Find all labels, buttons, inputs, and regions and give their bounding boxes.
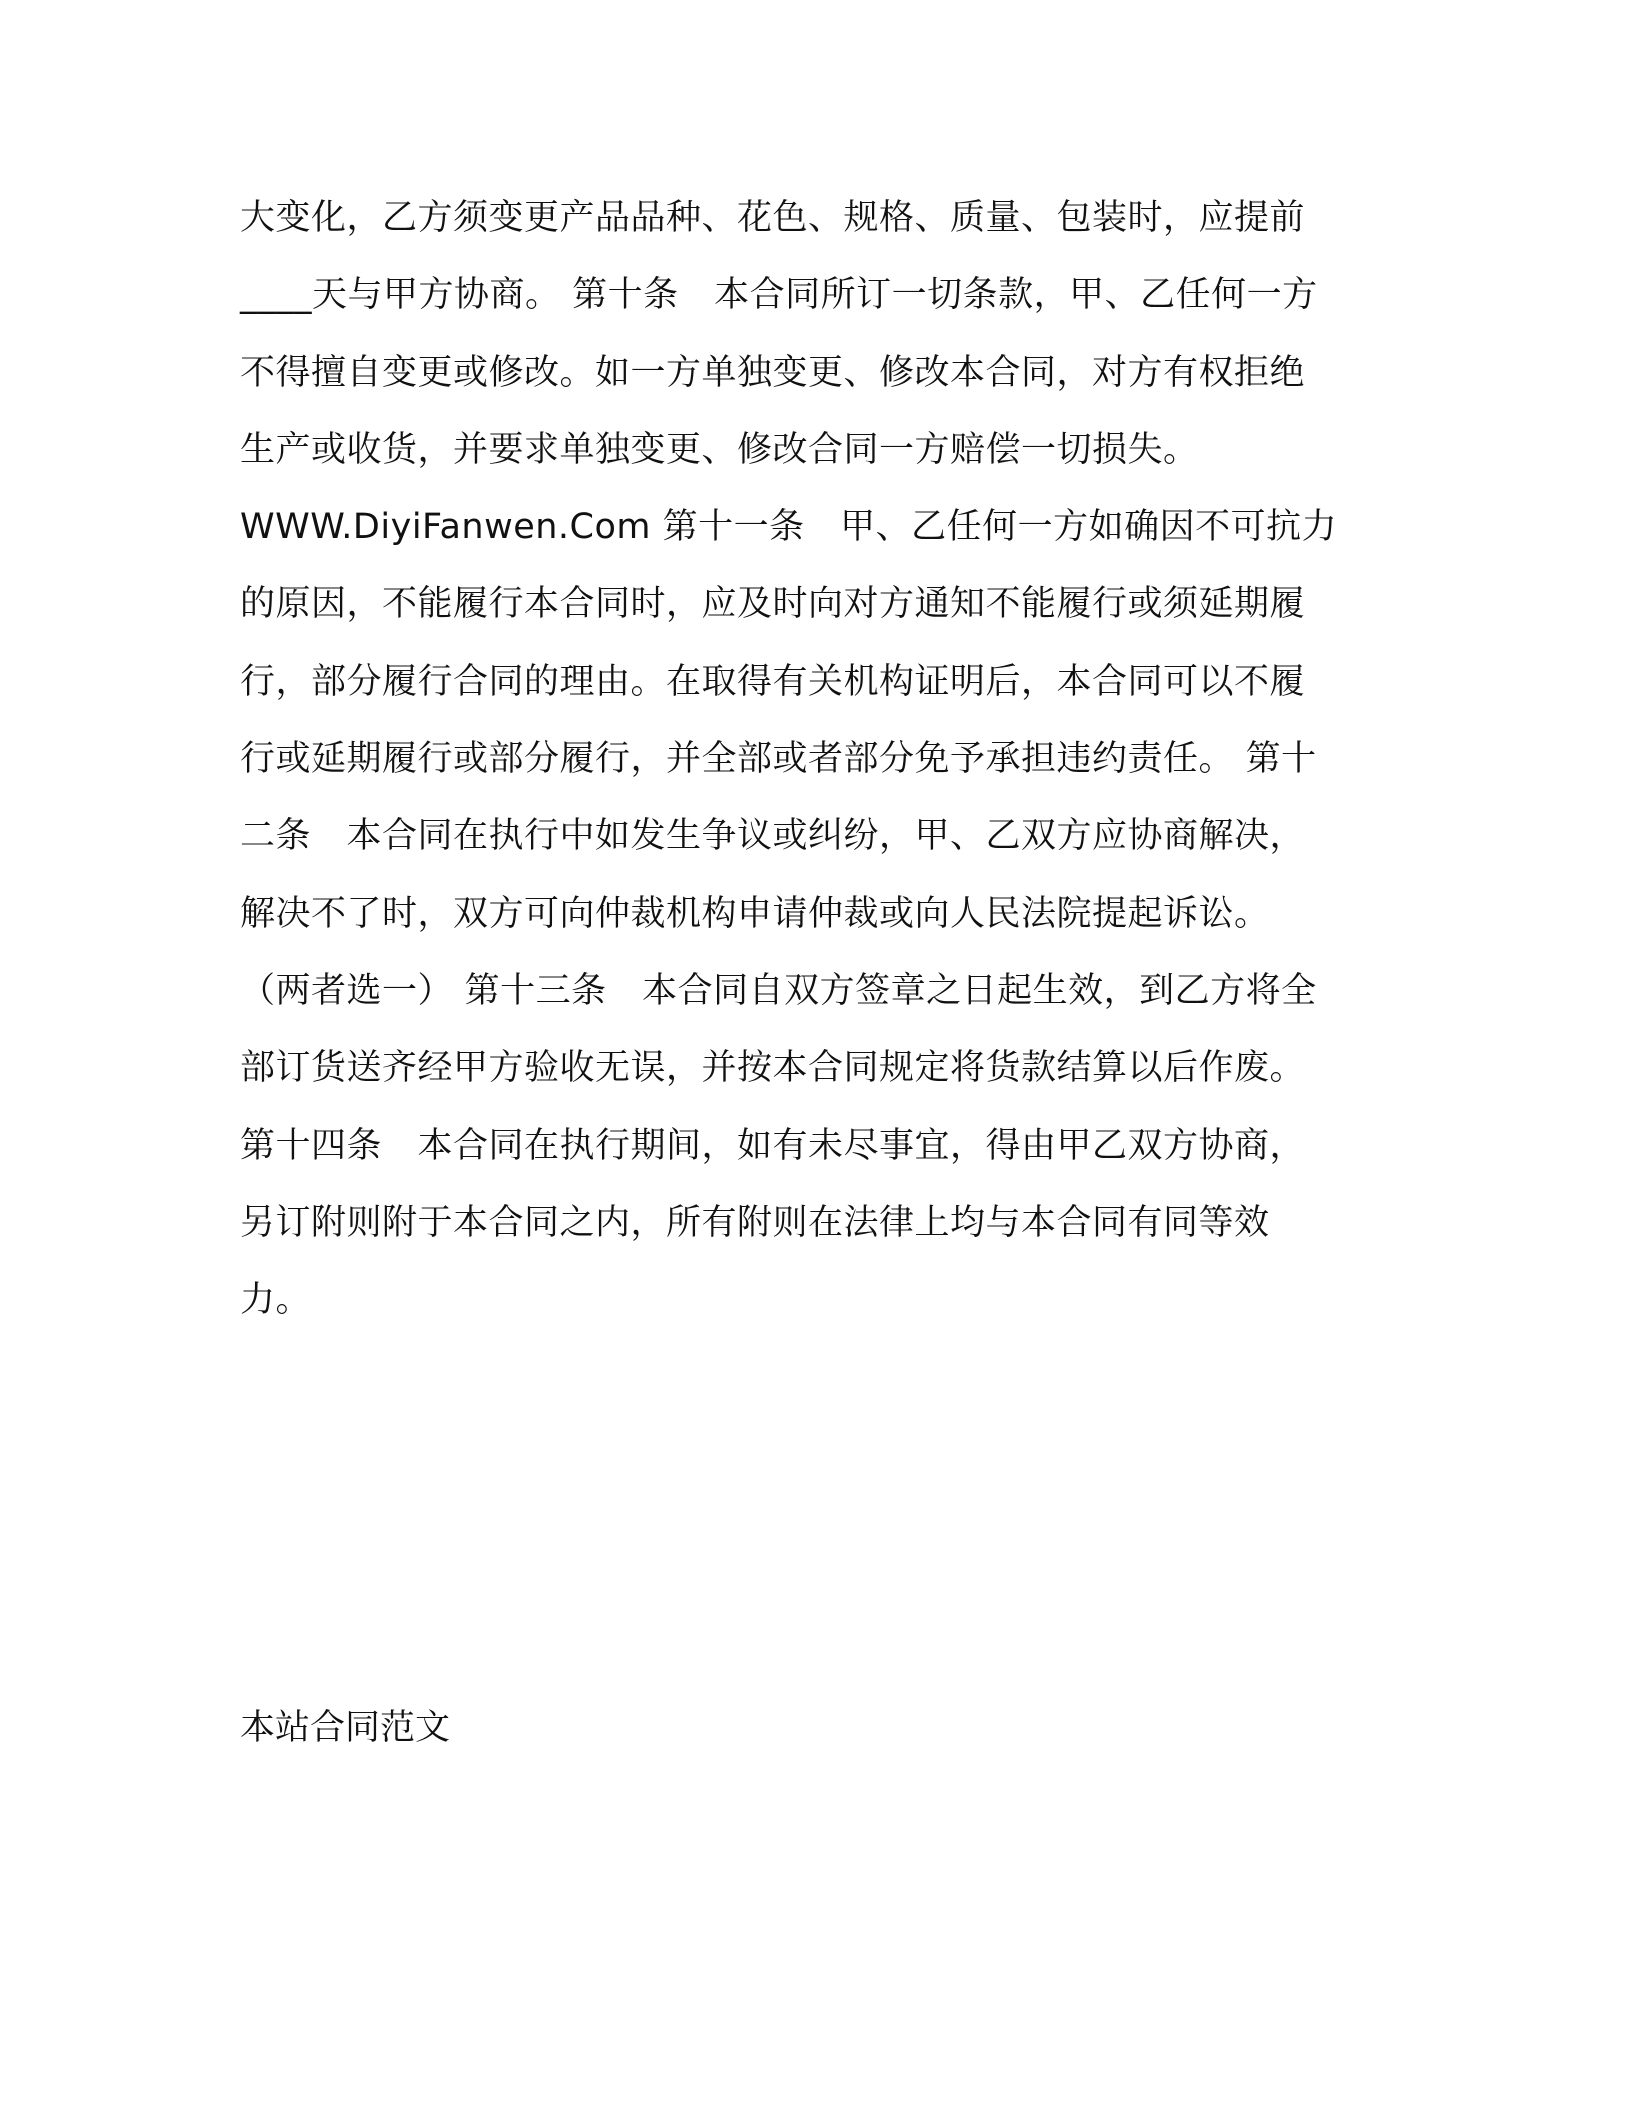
text-line: 部订货送齐经甲方验收无误，并按本合同规定将货款结算以后作废。 (240, 1048, 1306, 1089)
footer-label: 本站合同范文 (240, 1708, 451, 1748)
text-line: WWW.DiyiFanwen.Com 第十一条 甲、乙任何一方如确因不可抗力 (240, 507, 1338, 548)
text-line: （两者选一） 第十三条 本合同自双方签章之日起生效，到乙方将全 (240, 970, 1317, 1011)
text-line: 解决不了时，双方可向仲裁机构申请仲裁或向人民法院提起诉讼。 (240, 893, 1270, 934)
text-line: 行，部分履行合同的理由。在取得有关机构证明后，本合同可以不履 (240, 661, 1306, 702)
text-line: 生产或收货，并要求单独变更、修改合同一方赔偿一切损失。 (240, 429, 1199, 470)
text-line: 力。 (240, 1280, 312, 1321)
text-line: ____天与甲方协商。 第十条 本合同所订一切条款，甲、乙任何一方 (240, 275, 1318, 316)
text-line: 二条 本合同在执行中如发生争议或纠纷，甲、乙双方应协商解决， (240, 816, 1306, 857)
contract-body-text (240, 180, 1400, 1339)
text-line: 大变化，乙方须变更产品品种、花色、规格、质量、包装时，应提前 (240, 198, 1306, 238)
text-line: 行或延期履行或部分履行，并全部或者部分免予承担违约责任。 第十 (240, 739, 1317, 780)
text-line: 不得擅自变更或修改。如一方单独变更、修改本合同，对方有权拒绝 (240, 352, 1306, 393)
text-line: 另订附则附于本合同之内，所有附则在法律上均与本合同有同等效 (240, 1202, 1270, 1243)
text-line: 的原因，不能履行本合同时，应及时向对方通知不能履行或须延期履 (240, 584, 1306, 625)
text-line: 第十四条 本合同在执行期间，如有未尽事宜，得由甲乙双方协商， (240, 1125, 1306, 1166)
